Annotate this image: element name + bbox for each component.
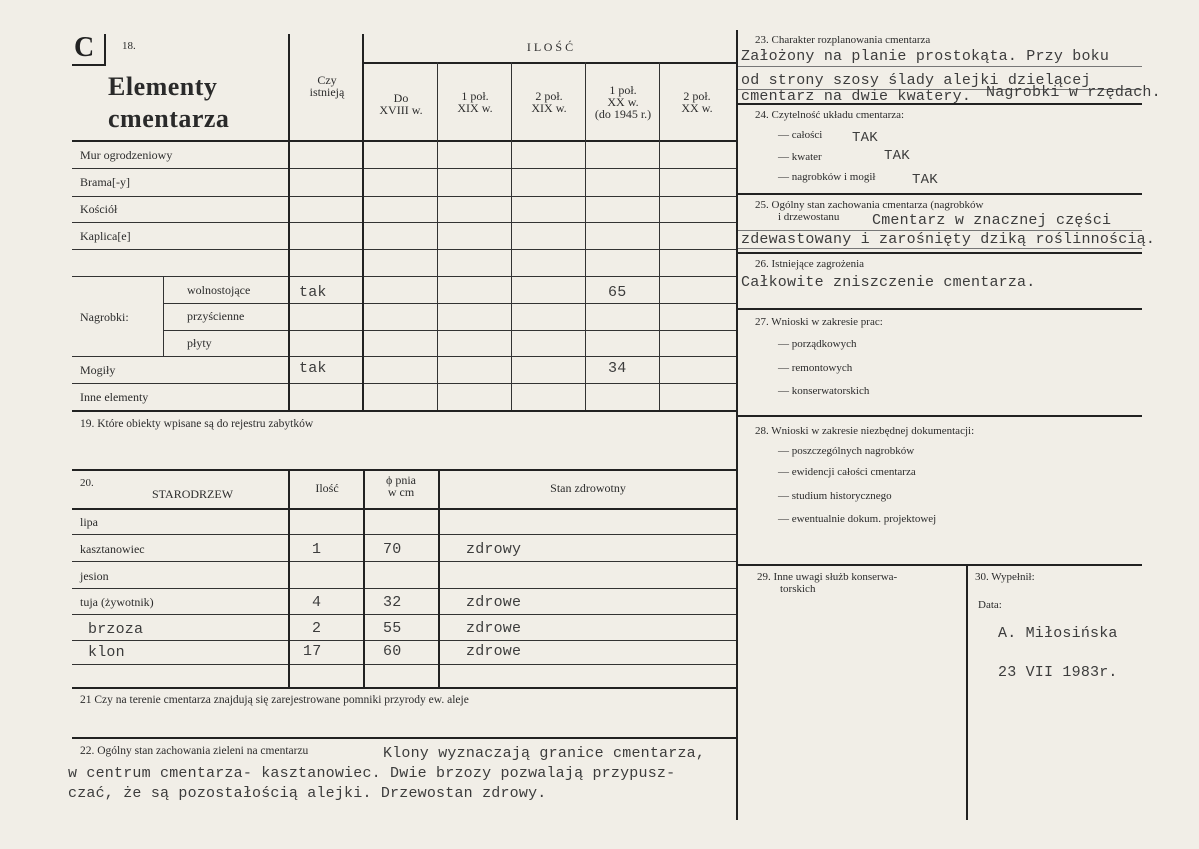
- section-25-label-1: 25. Ogólny stan zachowania cmentarza (nagrobków: [755, 199, 984, 211]
- row-label-plyty: płyty: [187, 336, 212, 350]
- tree-health-tuja: zdrowe: [466, 594, 522, 611]
- rule: [288, 469, 290, 687]
- period-header-3: 2 poł. XIX w.: [531, 89, 567, 115]
- rule: [738, 564, 1142, 566]
- section-22-text-line-2: w centrum cmentarza- kasztanowiec. Dwie brzozy pozwalają przypusz-: [68, 765, 676, 782]
- section-27-label: 27. Wnioski w zakresie prac:: [755, 316, 883, 328]
- docs-historical-study: — studium historycznego: [778, 490, 892, 502]
- section-18-number: 18.: [122, 40, 136, 52]
- section-23-label: 23. Charakter rozplanowania cmentarza: [755, 34, 931, 46]
- works-cleanup: — porządkowych: [778, 338, 857, 350]
- title-line-2: cmentarza: [108, 104, 230, 133]
- period-header-4: 1 poł. XX w. (do 1945 r.): [594, 83, 652, 121]
- rule: [736, 30, 738, 820]
- section-19-label: 19. Które obiekty wpisane są do rejestru zabytków: [80, 418, 314, 430]
- rule: [738, 103, 1142, 105]
- rule: [585, 62, 586, 410]
- section-22-label: 22. Ogólny stan zachowania zieleni na cmentarzu: [80, 745, 309, 757]
- rule: [72, 196, 736, 197]
- rule: [164, 330, 736, 331]
- rule: [363, 469, 365, 687]
- rule: [288, 34, 290, 410]
- tree-health-brzoza: zdrowe: [466, 620, 522, 637]
- rule: [437, 62, 438, 410]
- section-24-label: 24. Czytelność układu cmentarza:: [755, 109, 905, 121]
- rule: [438, 469, 440, 687]
- rule: [362, 62, 736, 64]
- col-ilosc: Ilość: [315, 481, 339, 495]
- legibility-graves-value: TAK: [912, 172, 938, 188]
- rule: [738, 193, 1142, 195]
- nagrobki-label: Nagrobki:: [80, 310, 129, 324]
- tree-health-klon: zdrowe: [466, 643, 522, 660]
- rule: [362, 34, 364, 410]
- section-26-text-line-1: Całkowite zniszczenie cmentarza.: [741, 274, 1036, 291]
- rule: [72, 737, 736, 739]
- rule: [511, 62, 512, 410]
- works-renovation: — remontowych: [778, 362, 853, 374]
- row-label-inne: Inne elementy: [80, 390, 149, 404]
- section-29-label-2: torskich: [780, 583, 816, 595]
- row-label-brama: Brama[-y]: [80, 175, 130, 189]
- tree-diam-kasztanowiec: 70: [383, 541, 402, 558]
- tree-count-brzoza: 2: [312, 620, 322, 637]
- rule: [72, 664, 736, 665]
- row-label-mur: Mur ogrodzeniowy: [80, 148, 173, 162]
- rule: [738, 248, 1142, 249]
- works-conservation: — konserwatorskich: [778, 385, 870, 397]
- col-exists-header: Czy istnieją: [309, 73, 345, 99]
- tree-name-kasztanowiec: kasztanowiec: [80, 542, 145, 556]
- tree-name-jesion: jesion: [80, 569, 109, 583]
- section-26-label: 26. Istniejące zagrożenia: [755, 258, 865, 270]
- legibility-quarters-label: — kwater: [778, 151, 822, 163]
- rule: [966, 564, 968, 820]
- section-30-label: 30. Wypełnił:: [975, 571, 1035, 583]
- section-21-label: 21 Czy na terenie cmentarza znajdują się zarejestrowane pomniki przyrody ew. aleje: [80, 694, 469, 706]
- filled-by-name: A. Miłosińska: [998, 625, 1118, 642]
- docs-cemetery-records: — ewidencji całości cmentarza: [778, 466, 916, 478]
- mogily-count-value: 34: [608, 360, 627, 377]
- legibility-quarters-value: TAK: [884, 148, 910, 164]
- rule: [72, 687, 736, 689]
- date-label: Data:: [978, 599, 1002, 611]
- tree-name-klon: klon: [88, 644, 125, 661]
- section-22-text-line-1: Klony wyznaczają granice cmentarza,: [383, 745, 706, 762]
- section-23-text-line-3b: Nagrobki w rzędach.: [986, 84, 1161, 101]
- legibility-graves-label: — nagrobków i mogił: [778, 171, 876, 183]
- rule: [164, 303, 736, 304]
- wolnostojace-count-value: 65: [608, 284, 627, 301]
- rule: [72, 356, 736, 357]
- filled-date: 23 VII 1983r.: [998, 664, 1118, 681]
- rule: [72, 383, 736, 384]
- rule: [738, 66, 1142, 67]
- tree-diam-tuja: 32: [383, 594, 402, 611]
- period-header-2: 1 poł. XIX w.: [457, 89, 493, 115]
- tree-diam-brzoza: 55: [383, 620, 402, 637]
- rule: [72, 508, 736, 510]
- section-25-text-line-1: Cmentarz w znacznej części: [872, 212, 1112, 229]
- legibility-whole-value: TAK: [852, 130, 878, 146]
- section-22-text-line-3: czać, że są pozostałością alejki. Drzewostan zdrowy.: [68, 785, 547, 802]
- rule: [72, 588, 736, 589]
- section-25-label-2: i drzewostanu: [778, 211, 840, 223]
- section-28-label: 28. Wnioski w zakresie niezbędnej dokumentacji:: [755, 425, 975, 437]
- mogily-exists-value: tak: [299, 360, 327, 377]
- tree-health-kasztanowiec: zdrowy: [466, 541, 522, 558]
- row-label-kosciol: Kościół: [80, 202, 118, 216]
- tree-name-lipa: lipa: [80, 515, 98, 529]
- row-label-kaplica: Kaplica[e]: [80, 229, 131, 243]
- rule: [72, 140, 736, 142]
- rule: [72, 410, 736, 412]
- period-header-5: 2 poł. XX w.: [681, 89, 713, 115]
- tree-diam-klon: 60: [383, 643, 402, 660]
- rule: [738, 308, 1142, 310]
- tree-count-kasztanowiec: 1: [312, 541, 322, 558]
- legibility-whole-label: — całości: [778, 129, 823, 141]
- rule: [72, 614, 736, 615]
- rule: [738, 415, 1142, 417]
- section-20-number: 20.: [80, 477, 94, 489]
- rule: [72, 168, 736, 169]
- tree-count-tuja: 4: [312, 594, 322, 611]
- rule: [72, 469, 736, 471]
- col-diameter: ϕ pnia w cm: [386, 473, 416, 499]
- rule: [72, 222, 736, 223]
- row-label-mogily: Mogiły: [80, 363, 116, 377]
- wolnostojace-exists-value: tak: [299, 284, 327, 301]
- rule: [72, 640, 736, 641]
- rule: [72, 561, 736, 562]
- rule: [72, 534, 736, 535]
- row-label-przyscienne: przyścienne: [187, 309, 245, 323]
- rule: [659, 62, 660, 410]
- ilosc-header: I L O Ś Ć: [526, 40, 574, 54]
- period-header-1: Do XVIII w.: [379, 91, 423, 117]
- docs-individual-graves: — poszczególnych nagrobków: [778, 445, 915, 457]
- rule: [72, 276, 736, 277]
- section-23-text-line-1: Założony na planie prostokąta. Przy boku: [741, 48, 1110, 65]
- rule: [163, 276, 164, 356]
- rule: [72, 249, 736, 250]
- tree-name-brzoza: brzoza: [88, 621, 144, 638]
- row-label-wolnostojace: wolnostojące: [187, 283, 251, 297]
- docs-design-documentation: — ewentualnie dokum. projektowej: [778, 513, 937, 525]
- section-29-label-1: 29. Inne uwagi służb konserwa-: [757, 571, 898, 583]
- tree-count-klon: 17: [303, 643, 322, 660]
- col-health: Stan zdrowotny: [550, 481, 626, 495]
- section-23-text-line-2: od strony szosy ślady alejki dzielącej: [741, 72, 1091, 89]
- letter-box: [72, 34, 106, 66]
- form-letter: C: [74, 32, 95, 63]
- title-line-1: Elementy: [108, 72, 218, 101]
- rule: [738, 252, 1142, 254]
- section-23-text-line-3a: cmentarz na dwie kwatery.: [741, 88, 972, 105]
- section-25-text-line-2: zdewastowany i zarośnięty dziką roślinnością.: [741, 231, 1156, 248]
- tree-name-tuja: tuja (żywotnik): [80, 595, 154, 609]
- col-starodrzew: STARODRZEW: [152, 487, 234, 501]
